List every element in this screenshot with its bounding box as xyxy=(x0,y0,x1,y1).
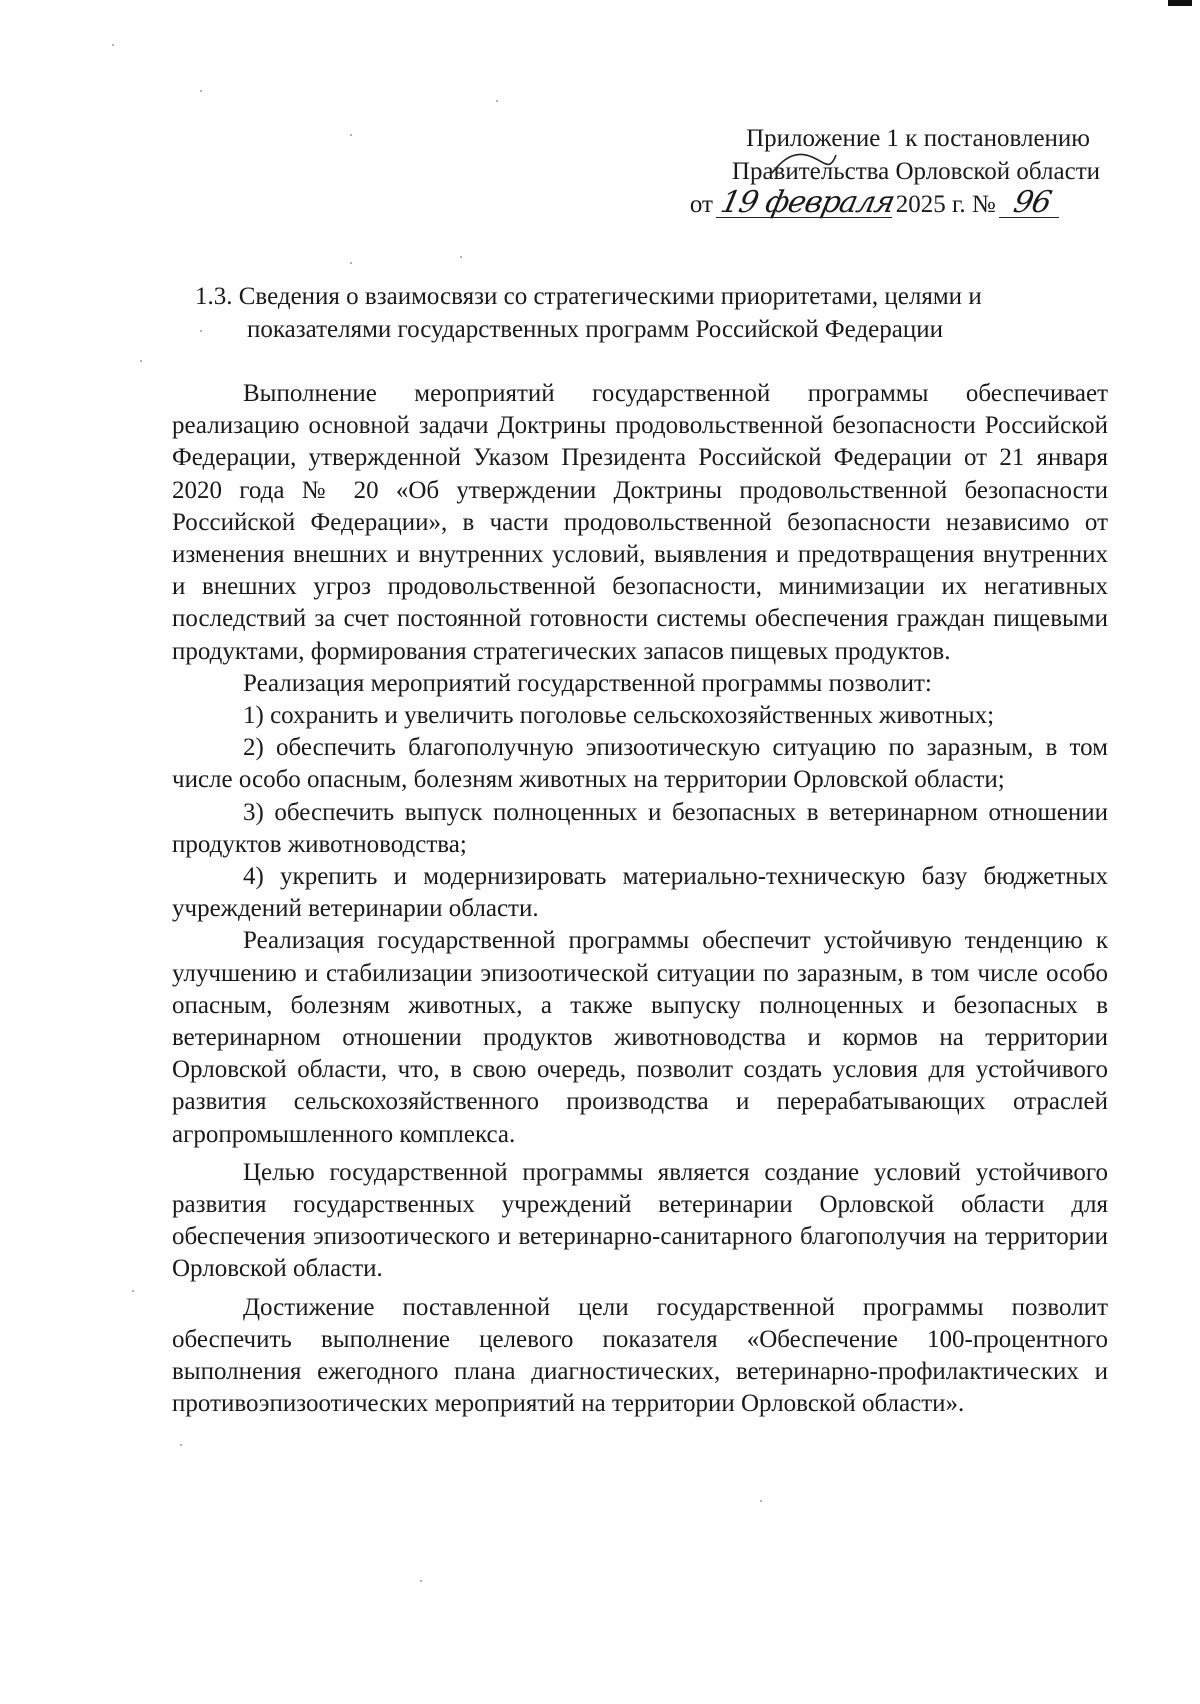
paragraph-doctrine: Выполнение мероприятий государственной программы обеспечивает реализацию основной задачи Доктрины продовольственной безопасности Российской Федерации, утвержденной Указом Президента Российской Федерации от 21 января 2020 года № 20 «Об утверждении Доктрины продовольственной безопасности Российской Федерации», в части продовольственной безопасности независимо от изменения внешних и внутренних условий, выявления и предотвращения внутренних и внешних угроз продовольственной безопасности, минимизации их негативных последствий за счет постоянной готовности системы обеспечения граждан пищевыми продуктами, формирования стратегических запасов пищевых продуктов. xyxy=(172,380,1108,665)
scan-speck xyxy=(420,1580,422,1582)
list-item-4: 4) укрепить и модернизировать материально-техническую базу бюджетных учреждений ветеринарии области. xyxy=(172,863,1108,923)
appendix-year-text: 2025 г. № xyxy=(895,191,996,218)
handwritten-date: 19 февраля xyxy=(717,185,898,220)
scan-speck xyxy=(132,1290,134,1292)
scan-speck xyxy=(200,90,202,92)
appendix-date-line xyxy=(660,185,1120,221)
appendix-date-prefix: от xyxy=(689,191,713,218)
scan-corner-mark xyxy=(1168,0,1192,6)
section-heading-line-1: 1.3. Сведения о взаимосвязи со стратегическими приоритетами, целями и xyxy=(195,283,982,310)
paragraph-trend: Реализация государственной программы обеспечит устойчивую тенденцию к улучшению и стабилизации эпизоотической ситуации по заразным, в том числе особо опасным, болезням животных, а также выпуску полноценных и безопасных в ветеринарном отношении продуктов животноводства и кормов на территории Орловской области, что, в свою очередь, позволит создать условия для устойчивого развития сельскохозяйственного производства и перерабатывающих отраслей агропромышленного комплекса. xyxy=(172,927,1108,1148)
appendix-line-2 xyxy=(660,155,1120,188)
list-item-3: 3) обеспечить выпуск полноценных и безопасных в ветеринарном отношении продуктов животноводства; xyxy=(172,798,1108,858)
appendix-government-text: Правительства Орловской области xyxy=(731,158,1100,185)
paragraph-indicator: Достижение поставленной цели государственной программы позволит обеспечить выполнение целевого показателя «Обеспечение 100-процентного выполнения ежегодного плана диагностических, ветеринарно-профилактических и противоэпизоотических мероприятий на территории Орловской области». xyxy=(172,1293,1108,1418)
list-item-2: 2) обеспечить благополучную эпизоотическую ситуацию по заразным, в том числе особо опасным, болезням животных на территории Орловской области; xyxy=(172,734,1108,794)
section-heading xyxy=(195,280,1115,346)
scan-speck xyxy=(496,100,498,102)
scan-speck xyxy=(112,44,114,46)
list-item-1: 1) сохранить и увеличить поголовье сельскохозяйственных животных; xyxy=(243,702,995,730)
appendix-line-1: Приложение 1 к постановлению xyxy=(746,125,1090,152)
paragraph-goal: Целью государственной программы является создание условий устойчивого развития государственных учреждений ветеринарии Орловской области для обеспечения эпизоотического и ветеринарно-санитарного благополучия на территории Орловской области. xyxy=(172,1158,1108,1283)
scan-speck xyxy=(140,360,142,362)
scan-speck xyxy=(760,1500,762,1502)
document-body xyxy=(172,378,1108,1421)
scan-speck xyxy=(350,134,352,136)
scan-speck xyxy=(180,1444,182,1446)
scan-speck xyxy=(350,262,352,264)
handwritten-number: 96 xyxy=(999,189,1065,218)
paragraph-program-will: Реализация мероприятий государственной программы позволит: xyxy=(243,669,932,697)
scan-speck xyxy=(460,256,462,258)
section-heading-line-2: показателями государственных программ Российской Федерации xyxy=(247,316,943,343)
appendix-header xyxy=(660,122,1120,221)
